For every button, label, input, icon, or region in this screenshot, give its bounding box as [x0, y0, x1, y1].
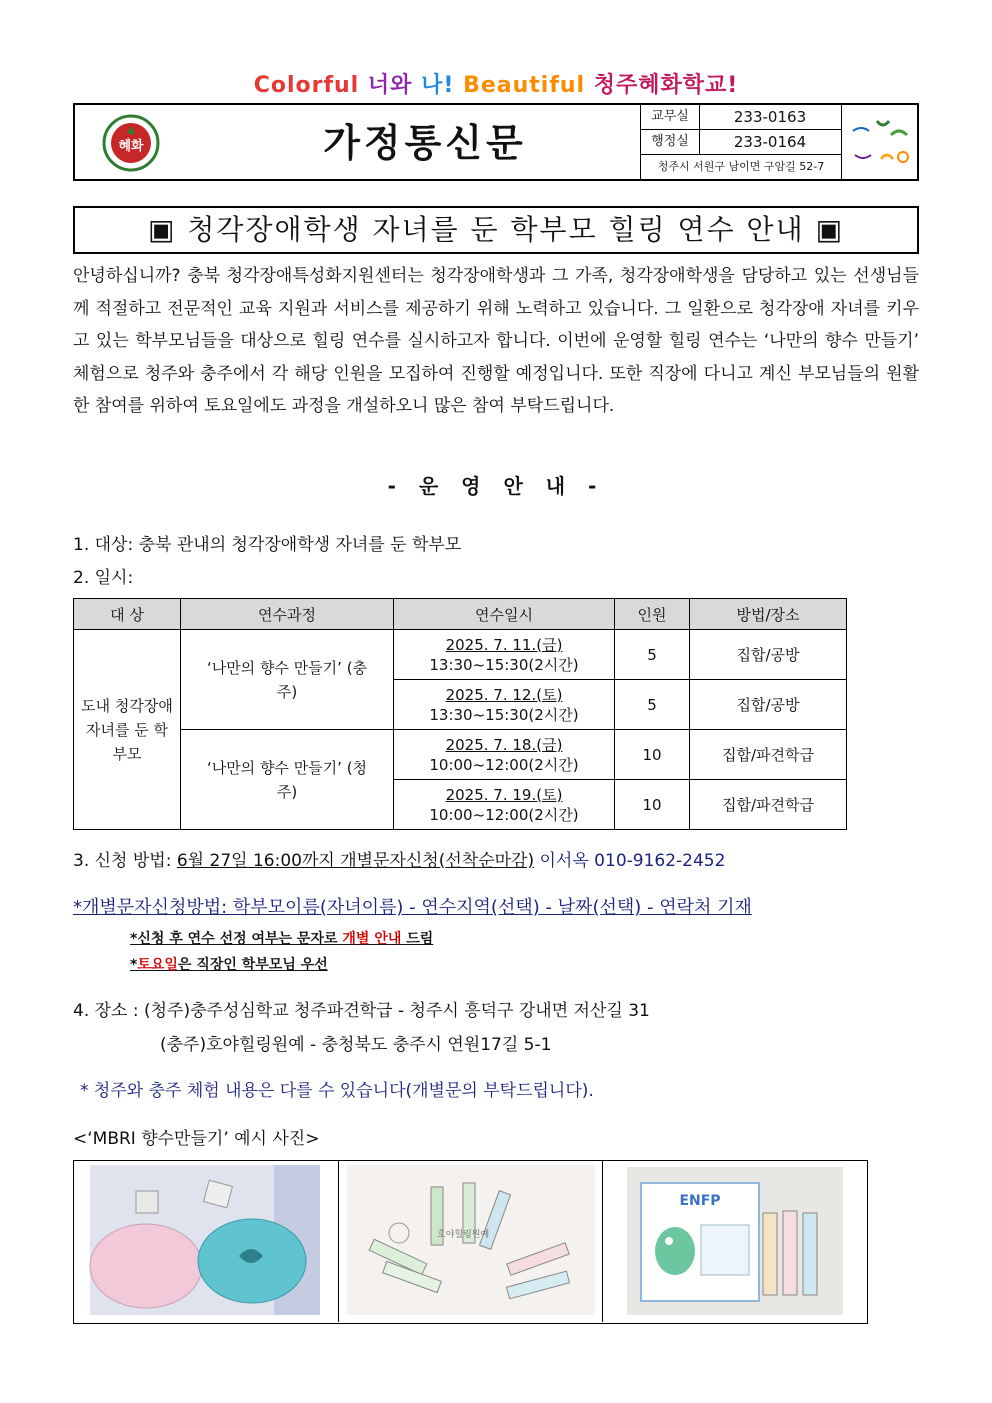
table-header-row	[74, 599, 847, 630]
place-cell: 집합/공방	[690, 630, 847, 680]
photo-perfume-set	[338, 1161, 603, 1322]
date-cell	[394, 680, 615, 730]
date-cell	[394, 730, 615, 780]
date-cell	[394, 780, 615, 830]
note-text: 드림	[401, 931, 434, 947]
course-cell: ‘나만의 향수 만들기’ (청주)	[181, 730, 394, 830]
school-logo-icon	[95, 114, 167, 172]
place-line-1: 4. 장소 : (청주)충주성심학교 청주파견학급 - 청주시 흥덕구 강내면 저산길 31	[73, 1001, 650, 1021]
target-cell: 도내 청각장애 자녀를 둔 학부모	[74, 630, 181, 830]
table-row	[74, 730, 847, 780]
square-bullet-icon: ▣	[815, 213, 845, 246]
session-time: 10:00~12:00(2시간)	[429, 755, 579, 774]
enfp-perfume-image	[603, 1161, 868, 1322]
newsletter-header	[73, 103, 919, 181]
date-line: 2. 일시:	[73, 568, 134, 588]
count-cell: 5	[615, 680, 690, 730]
count-cell: 5	[615, 630, 690, 680]
slogan-part3: 나!	[421, 73, 455, 98]
contact-value: 233-0164	[733, 133, 807, 151]
count-cell: 10	[615, 730, 690, 780]
photo-label: ENFP	[679, 1193, 721, 1209]
contact-info	[640, 105, 842, 179]
session-date: 2025. 7. 19.(토)	[445, 785, 563, 804]
apply-contact: 이서옥 010-9162-2452	[534, 851, 726, 871]
contact-label: 교무실	[641, 105, 700, 129]
date-cell	[394, 630, 615, 680]
difference-note: * 청주와 충주 체험 내용은 다를 수 있습니다(개별문의 부탁드립니다).	[80, 1081, 594, 1101]
slogan	[0, 68, 992, 99]
page-title: 가정통신문	[323, 121, 527, 165]
note-selection	[130, 928, 433, 948]
session-date: 2025. 7. 18.(금)	[445, 735, 563, 754]
session-date: 2025. 7. 12.(토)	[445, 685, 563, 704]
example-photos	[73, 1160, 868, 1324]
photo-enfp-perfume	[602, 1161, 868, 1322]
count-cell: 10	[615, 780, 690, 830]
photo-perfume-bottles	[74, 1161, 338, 1322]
note-text: *신청 후 연수 선정 여부는 문자로	[130, 931, 343, 947]
intro-paragraph: 안녕하십니까? 충북 청각장애특성화지원센터는 청각장애학생과 그 가족, 청각장애학생을 담당하고 있는 선생님들께 적절하고 전문적인 교육 지원과 서비스를 제공하기 위해 노력하고 있습니다. 그 일환으로 청각장애 자녀를 키우고 있는 학부모님들을 대상으로 힐링 연수를 실시하고자 합니다. 이번에 운영할 힐링 연수는 ‘나만의 향수 만들기’ 체험으로 청주와 충주에서 각 해당 인원을 모집하여 진행할 예정입니다. 또한 직장에 다니고 계신 부모님들의 원활한 참여를 위하여 토요일에도 과정을 개설하오니 많은 참여 부탁드립니다.	[73, 266, 919, 416]
session-time: 13:30~15:30(2시간)	[429, 655, 579, 674]
education-slogan-logo-icon	[847, 113, 915, 173]
slogan-part1: Colorful	[253, 73, 360, 98]
logo-text: 혜화	[118, 139, 144, 154]
notice-title-text: 청각장애학생 자녀를 둔 학부모 힐링 연수 안내	[187, 213, 805, 246]
apply-prefix: 3. 신청 방법:	[73, 851, 177, 871]
contact-row	[641, 130, 841, 155]
column-header: 연수일시	[394, 599, 615, 630]
course-cell: ‘나만의 향수 만들기’ (충주)	[181, 630, 394, 730]
session-time: 13:30~15:30(2시간)	[429, 705, 579, 724]
session-time: 10:00~12:00(2시간)	[429, 805, 579, 824]
note-saturday	[130, 954, 328, 974]
perfume-set-image	[339, 1161, 603, 1322]
perfume-bottles-image	[74, 1161, 338, 1322]
contact-value: 233-0163	[733, 108, 807, 126]
place-cell: 집합/공방	[690, 680, 847, 730]
session-date: 2025. 7. 11.(금)	[445, 635, 563, 654]
school-address: 청주시 서원구 남이면 구암길 52-7	[657, 160, 825, 173]
schedule-table	[73, 598, 847, 830]
slogan-part4: Beautiful	[463, 73, 586, 98]
place-cell: 집합/파견학급	[690, 780, 847, 830]
target-line: 1. 대상: 충북 관내의 청각장애학생 자녀를 둔 학부모	[73, 535, 462, 555]
square-bullet-icon: ▣	[147, 213, 177, 246]
apply-deadline: 6월 27일 16:00까지 개별문자신청(선착순마감)	[176, 851, 535, 871]
sms-method-line: *개별문자신청방법: 학부모이름(자녀이름) - 연수지역(선택) - 날짜(선택) - 연락처 기재	[73, 897, 752, 918]
note-highlight: 토요일	[137, 957, 178, 973]
contact-label: 행정실	[641, 130, 700, 154]
slogan-school: 청주혜화학교!	[593, 73, 739, 98]
contact-row	[641, 105, 841, 130]
apply-line	[73, 846, 725, 871]
column-header: 대 상	[74, 599, 181, 630]
photo-caption: <‘MBRI 향수만들기’ 예시 사진>	[73, 1129, 320, 1149]
table-row	[74, 630, 847, 680]
column-header: 인원	[615, 599, 690, 630]
place-line-2: (충주)호야힐링원예 - 충청북도 충주시 연원17길 5-1	[160, 1035, 552, 1055]
note-text: 은 직장인 학부모님 우선	[177, 957, 328, 973]
notice-title	[73, 206, 919, 254]
section-title: - 운 영 안 내 -	[387, 474, 605, 498]
column-header: 연수과정	[181, 599, 394, 630]
photo-label: 호야힐링원예	[437, 1230, 490, 1240]
column-header: 방법/장소	[690, 599, 847, 630]
place-cell: 집합/파견학급	[690, 730, 847, 780]
note-text: *	[130, 957, 138, 973]
slogan-part2: 너와	[367, 73, 413, 98]
note-highlight: 개별 안내	[342, 931, 402, 947]
